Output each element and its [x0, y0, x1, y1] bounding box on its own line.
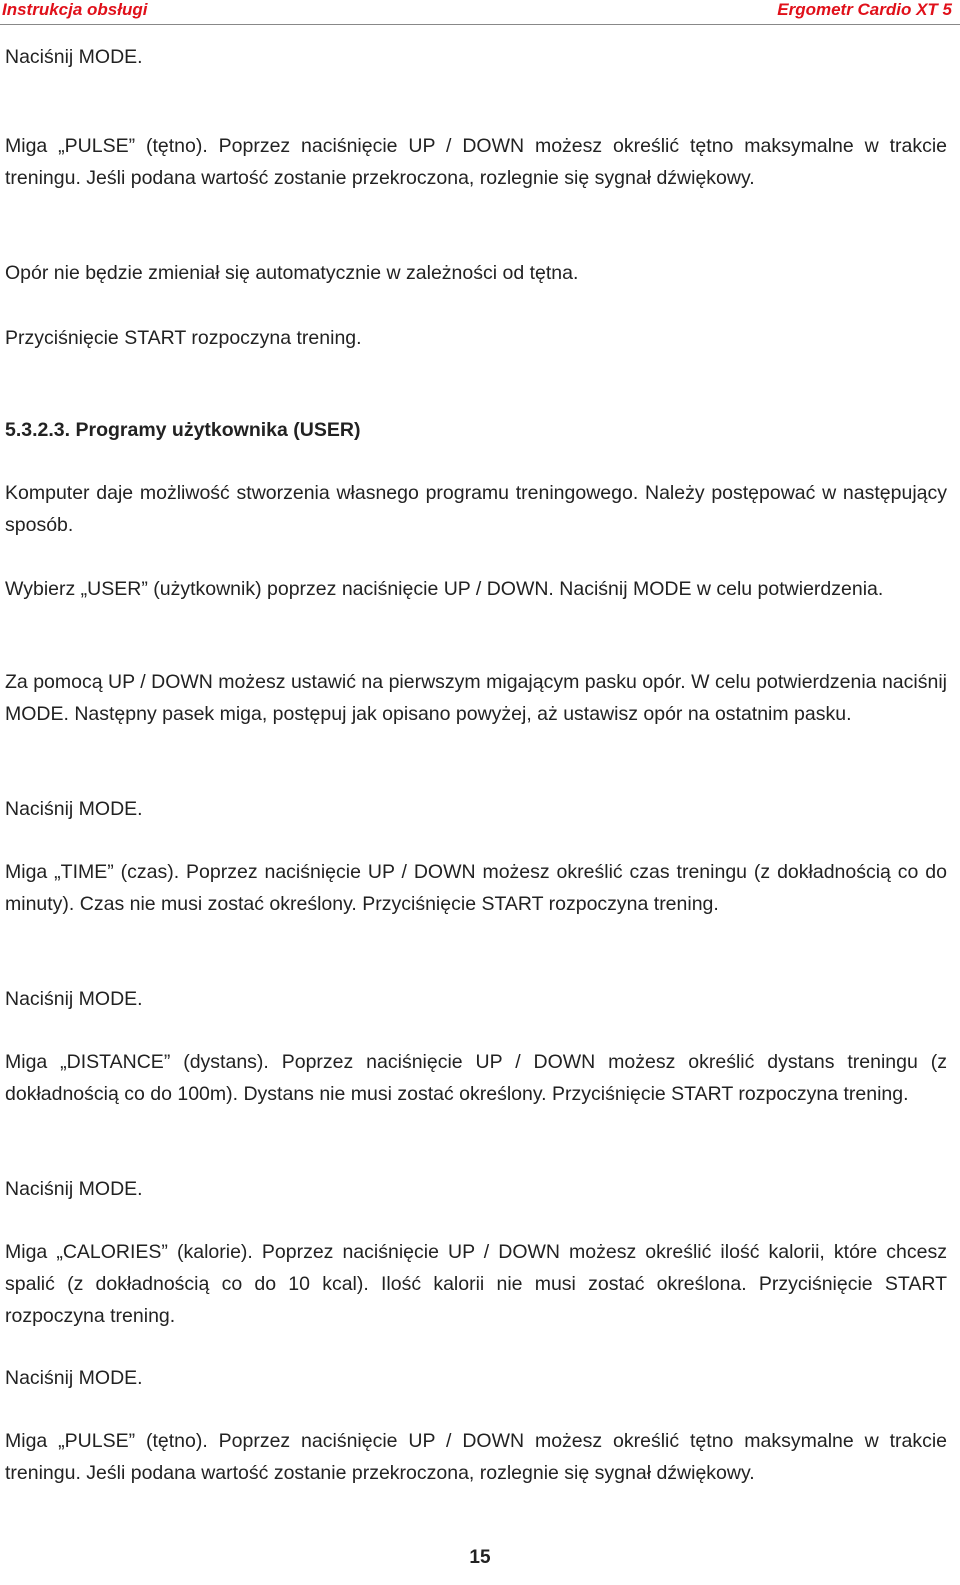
paragraph-press-mode: Naciśnij MODE. — [5, 46, 143, 68]
paragraph-distance: Miga „DISTANCE” (dystans). Poprzez naciśnięcie UP / DOWN możesz określić dystans treningu (z dokładnością co do 100m). Dystans nie musi zostać określony. Przyciśnięcie START rozpoczyna trening. — [5, 1051, 947, 1105]
paragraph-set-resistance: Za pomocą UP / DOWN możesz ustawić na pierwszym migającym pasku opór. W celu potwierdzenia naciśnij MODE. Następny pasek miga, postępuj jak opisano powyżej, aż ustawisz opór na ostatnim pasku. — [5, 671, 947, 725]
paragraph-press-mode-3: Naciśnij MODE. — [5, 988, 143, 1010]
paragraph-start-training: Przyciśnięcie START rozpoczyna trening. — [5, 327, 362, 349]
page-header — [0, 0, 960, 25]
paragraph-select-user: Wybierz „USER” (użytkownik) poprzez naciśnięcie UP / DOWN. Naciśnij MODE w celu potwierdzenia. — [5, 578, 884, 600]
paragraph-calories: Miga „CALORIES” (kalorie). Poprzez naciśnięcie UP / DOWN możesz określić ilość kalorii, które chcesz spalić (z dokładnością co do 10 kcal). Ilość kalorii nie musi zostać określona. Przyciśnięcie START rozpoczyna trening. — [5, 1241, 947, 1327]
page-number: 15 — [469, 1547, 491, 1568]
section-heading-user-programs: 5.3.2.3. Programy użytkownika (USER) — [5, 419, 361, 441]
paragraph-press-mode-4: Naciśnij MODE. — [5, 1178, 143, 1200]
header-document-title: Instrukcja obsługi — [2, 0, 148, 19]
paragraph-pulse: Miga „PULSE” (tętno). Poprzez naciśnięcie UP / DOWN możesz określić tętno maksymalne w trakcie treningu. Jeśli podana wartość zostanie przekroczona, rozlegnie się sygnał dźwiękowy. — [5, 135, 947, 189]
paragraph-press-mode-5: Naciśnij MODE. — [5, 1367, 143, 1389]
paragraph-press-mode-2: Naciśnij MODE. — [5, 798, 143, 820]
paragraph-resistance-note: Opór nie będzie zmieniał się automatycznie w zależności od tętna. — [5, 262, 579, 284]
paragraph-pulse-2: Miga „PULSE” (tętno). Poprzez naciśnięcie UP / DOWN możesz określić tętno maksymalne w trakcie treningu. Jeśli podana wartość zostanie przekroczona, rozlegnie się sygnał dźwiękowy. — [5, 1430, 947, 1484]
paragraph-time: Miga „TIME” (czas). Poprzez naciśnięcie UP / DOWN możesz określić czas treningu (z dokładnością co do minuty). Czas nie musi zostać określony. Przyciśnięcie START rozpoczyna trening. — [5, 861, 947, 915]
paragraph-user-intro: Komputer daje możliwość stworzenia własnego programu treningowego. Należy postępować w następujący sposób. — [5, 482, 947, 536]
header-product-name: Ergometr Cardio XT 5 — [777, 0, 952, 19]
